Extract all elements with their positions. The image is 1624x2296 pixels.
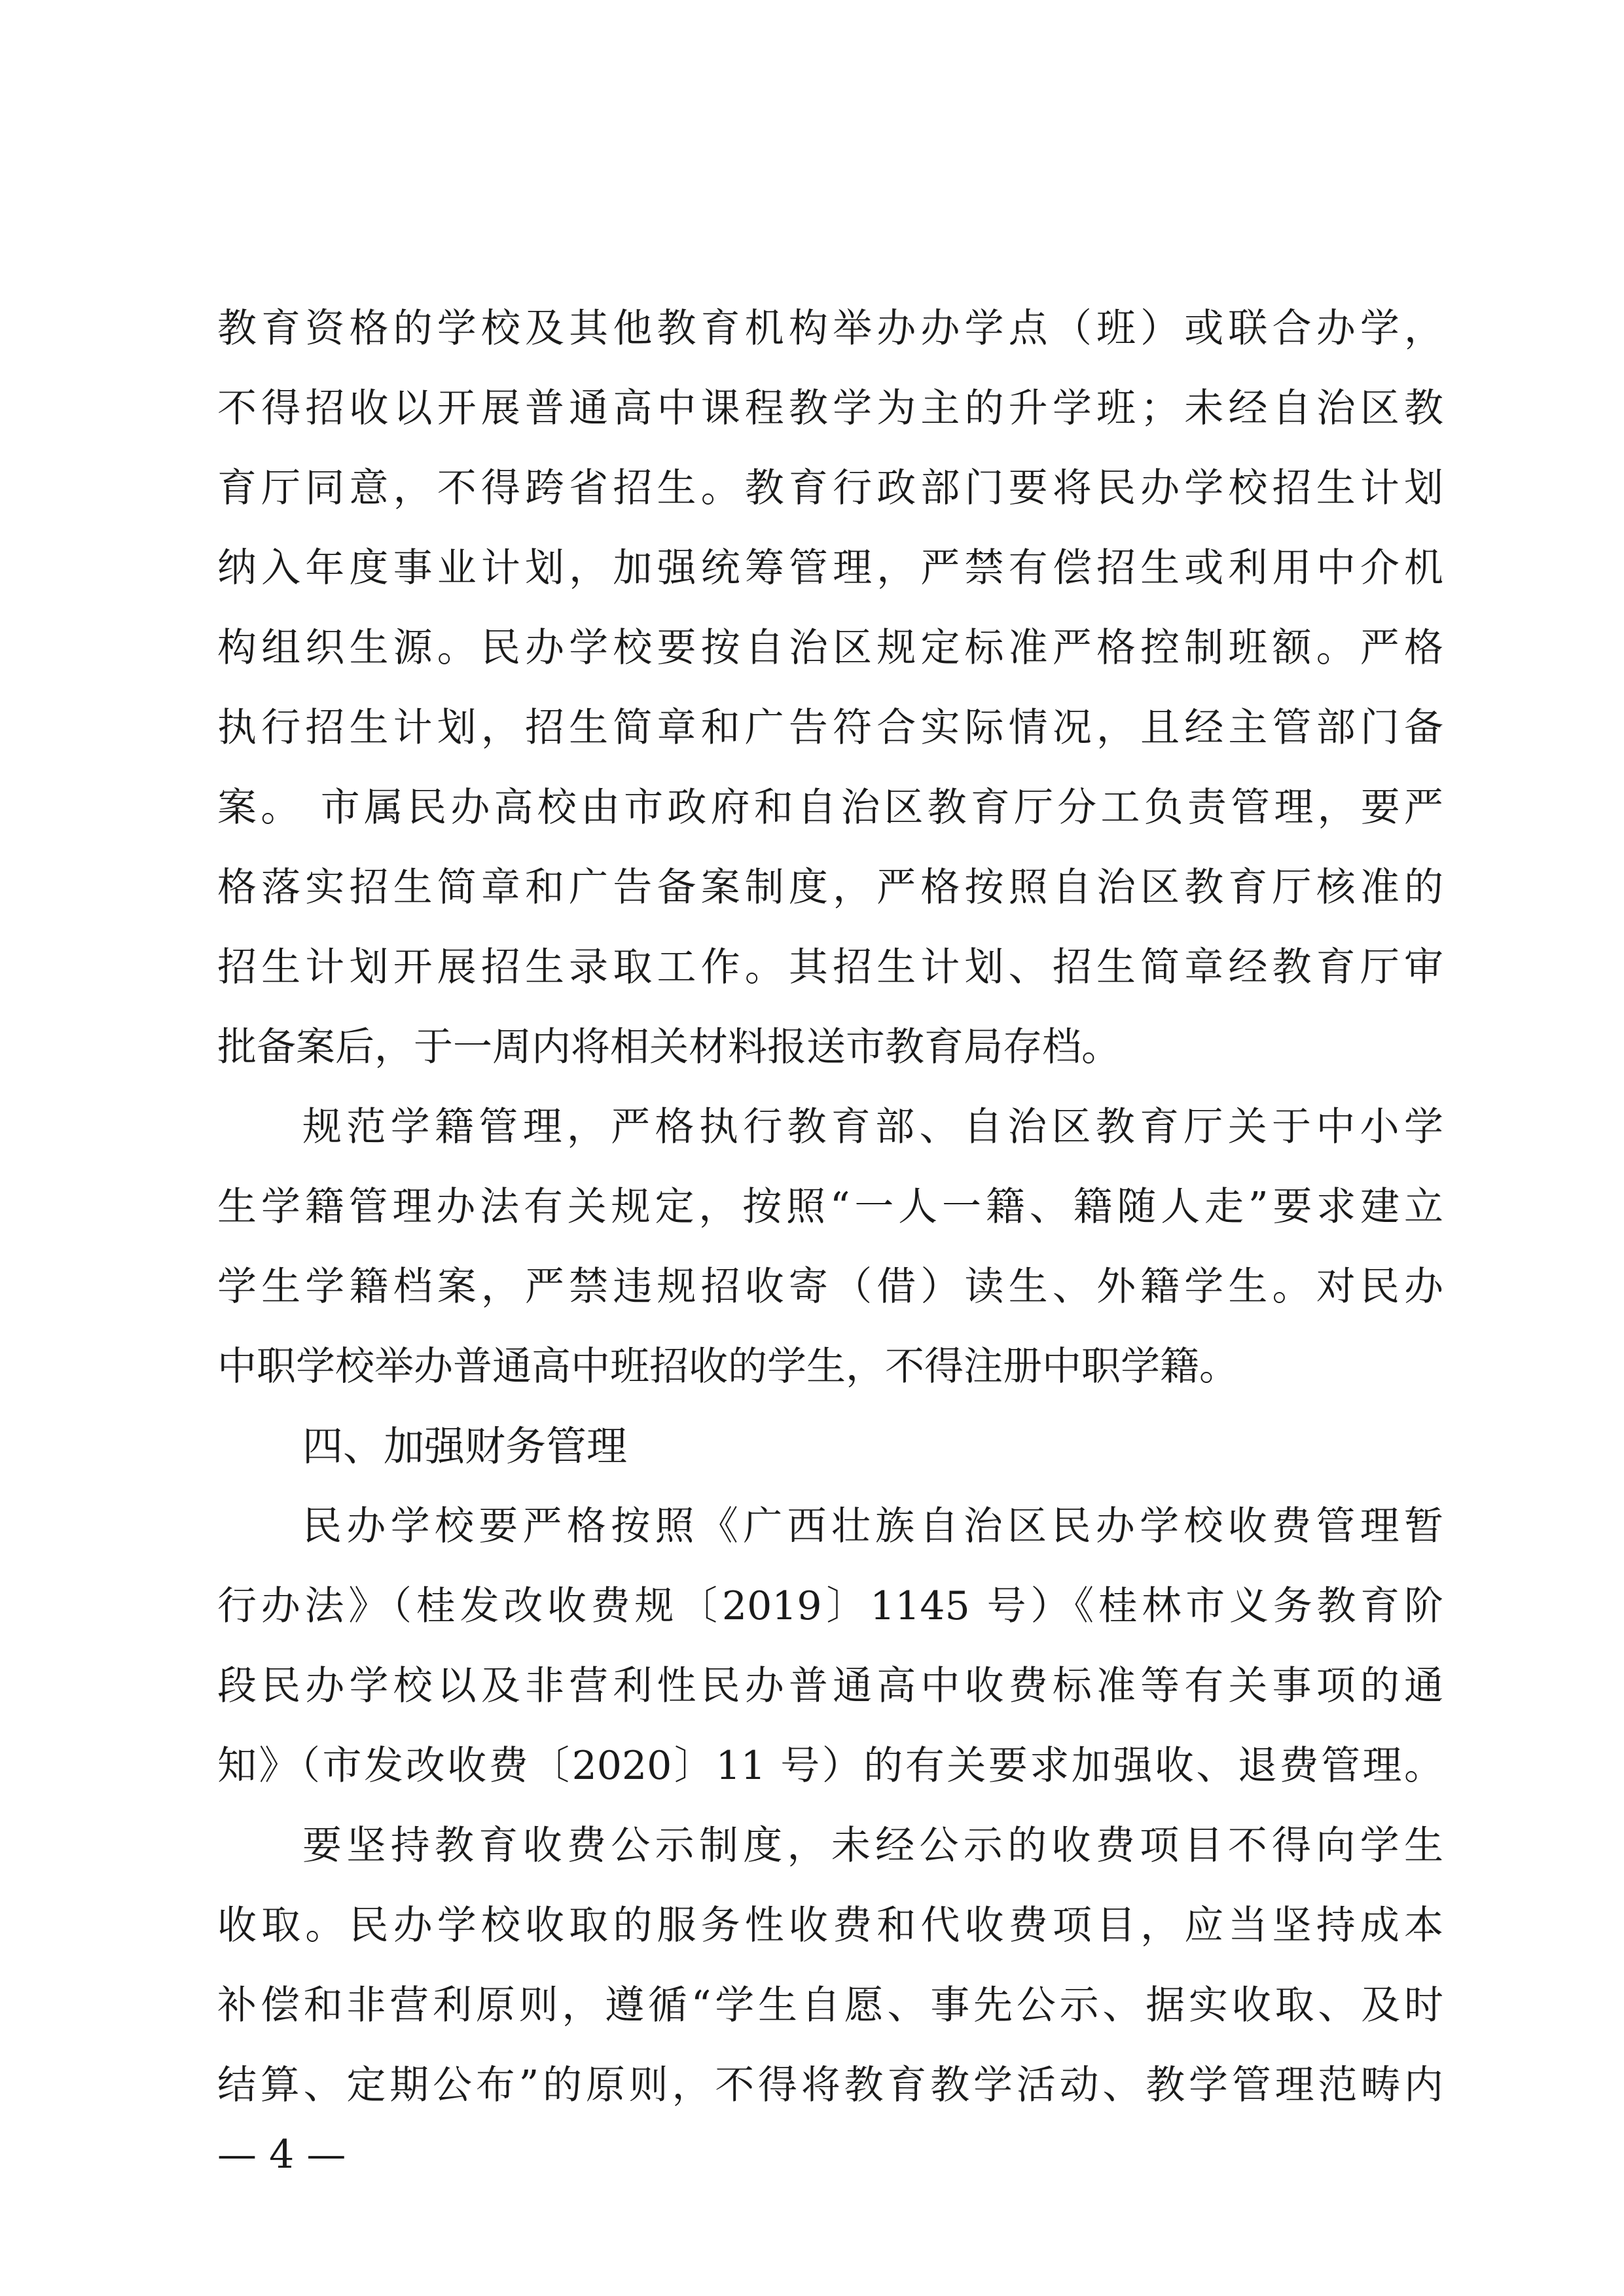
body-text-line: 格落实招生简章和广告备案制度，严格按照自治区教育厅核准的 xyxy=(217,865,1443,910)
body-text-line: 结算、定期公布”的原则，不得将教育教学活动、教学管理范畴内 xyxy=(217,2062,1443,2108)
page-number: — 4 — xyxy=(217,2132,346,2178)
body-text-line: 收取。民办学校收取的服务性收费和代收费项目，应当坚持成本 xyxy=(217,1903,1443,1948)
body-text-line: 知》（市发改收费〔2020〕11 号）的有关要求加强收、退费管理。 xyxy=(217,1743,1443,1789)
body-text-line: 生学籍管理办法有关规定，按照“一人一籍、籍随人走”要求建立 xyxy=(217,1184,1443,1230)
body-text-line: 执行招生计划，招生简章和广告符合实际情况，且经主管部门备 xyxy=(217,705,1443,751)
body-text-line: 补偿和非营利原则，遵循“学生自愿、事先公示、据实收取、及时 xyxy=(217,1982,1443,2028)
body-text-line: 批备案后，于一周内将相关材料报送市教育局存档。 xyxy=(217,1024,1121,1070)
section-heading: 四、加强财务管理 xyxy=(302,1422,628,1470)
body-text-line: 段民办学校以及非营利性民办普通高中收费标准等有关事项的通 xyxy=(217,1663,1443,1709)
body-text-line: 要坚持教育收费公示制度，未经公示的收费项目不得向学生 xyxy=(302,1823,1443,1869)
body-text-line: 学生学籍档案，严禁违规招收寄（借）读生、外籍学生。对民办 xyxy=(217,1264,1443,1310)
body-text-line: 育厅同意，不得跨省招生。教育行政部门要将民办学校招生计划 xyxy=(217,465,1443,511)
body-text-line: 不得招收以开展普通高中课程教学为主的升学班；未经自治区教 xyxy=(217,386,1443,431)
body-text-line: 中职学校举办普通高中班招收的学生，不得注册中职学籍。 xyxy=(217,1344,1238,1390)
body-text-line: 构组织生源。民办学校要按自治区规定标准严格控制班额。严格 xyxy=(217,625,1443,671)
body-text-line: 规范学籍管理，严格执行教育部、自治区教育厅关于中小学 xyxy=(302,1104,1443,1150)
body-text-line: 招生计划开展招生录取工作。其招生计划、招生简章经教育厅审 xyxy=(217,944,1443,990)
body-text-line: 纳入年度事业计划，加强统筹管理，严禁有偿招生或利用中介机 xyxy=(217,545,1443,591)
body-text-line: 行办法》（桂发改收费规〔2019〕1145 号）《桂林市义务教育阶 xyxy=(217,1583,1443,1629)
body-text-line: 教育资格的学校及其他教育机构举办办学点（班）或联合办学， xyxy=(217,306,1443,351)
body-text-line: 民办学校要严格按照《广西壮族自治区民办学校收费管理暂 xyxy=(302,1503,1443,1549)
body-text-line: 案。 市属民办高校由市政府和自治区教育厅分工负责管理，要严 xyxy=(217,785,1443,831)
